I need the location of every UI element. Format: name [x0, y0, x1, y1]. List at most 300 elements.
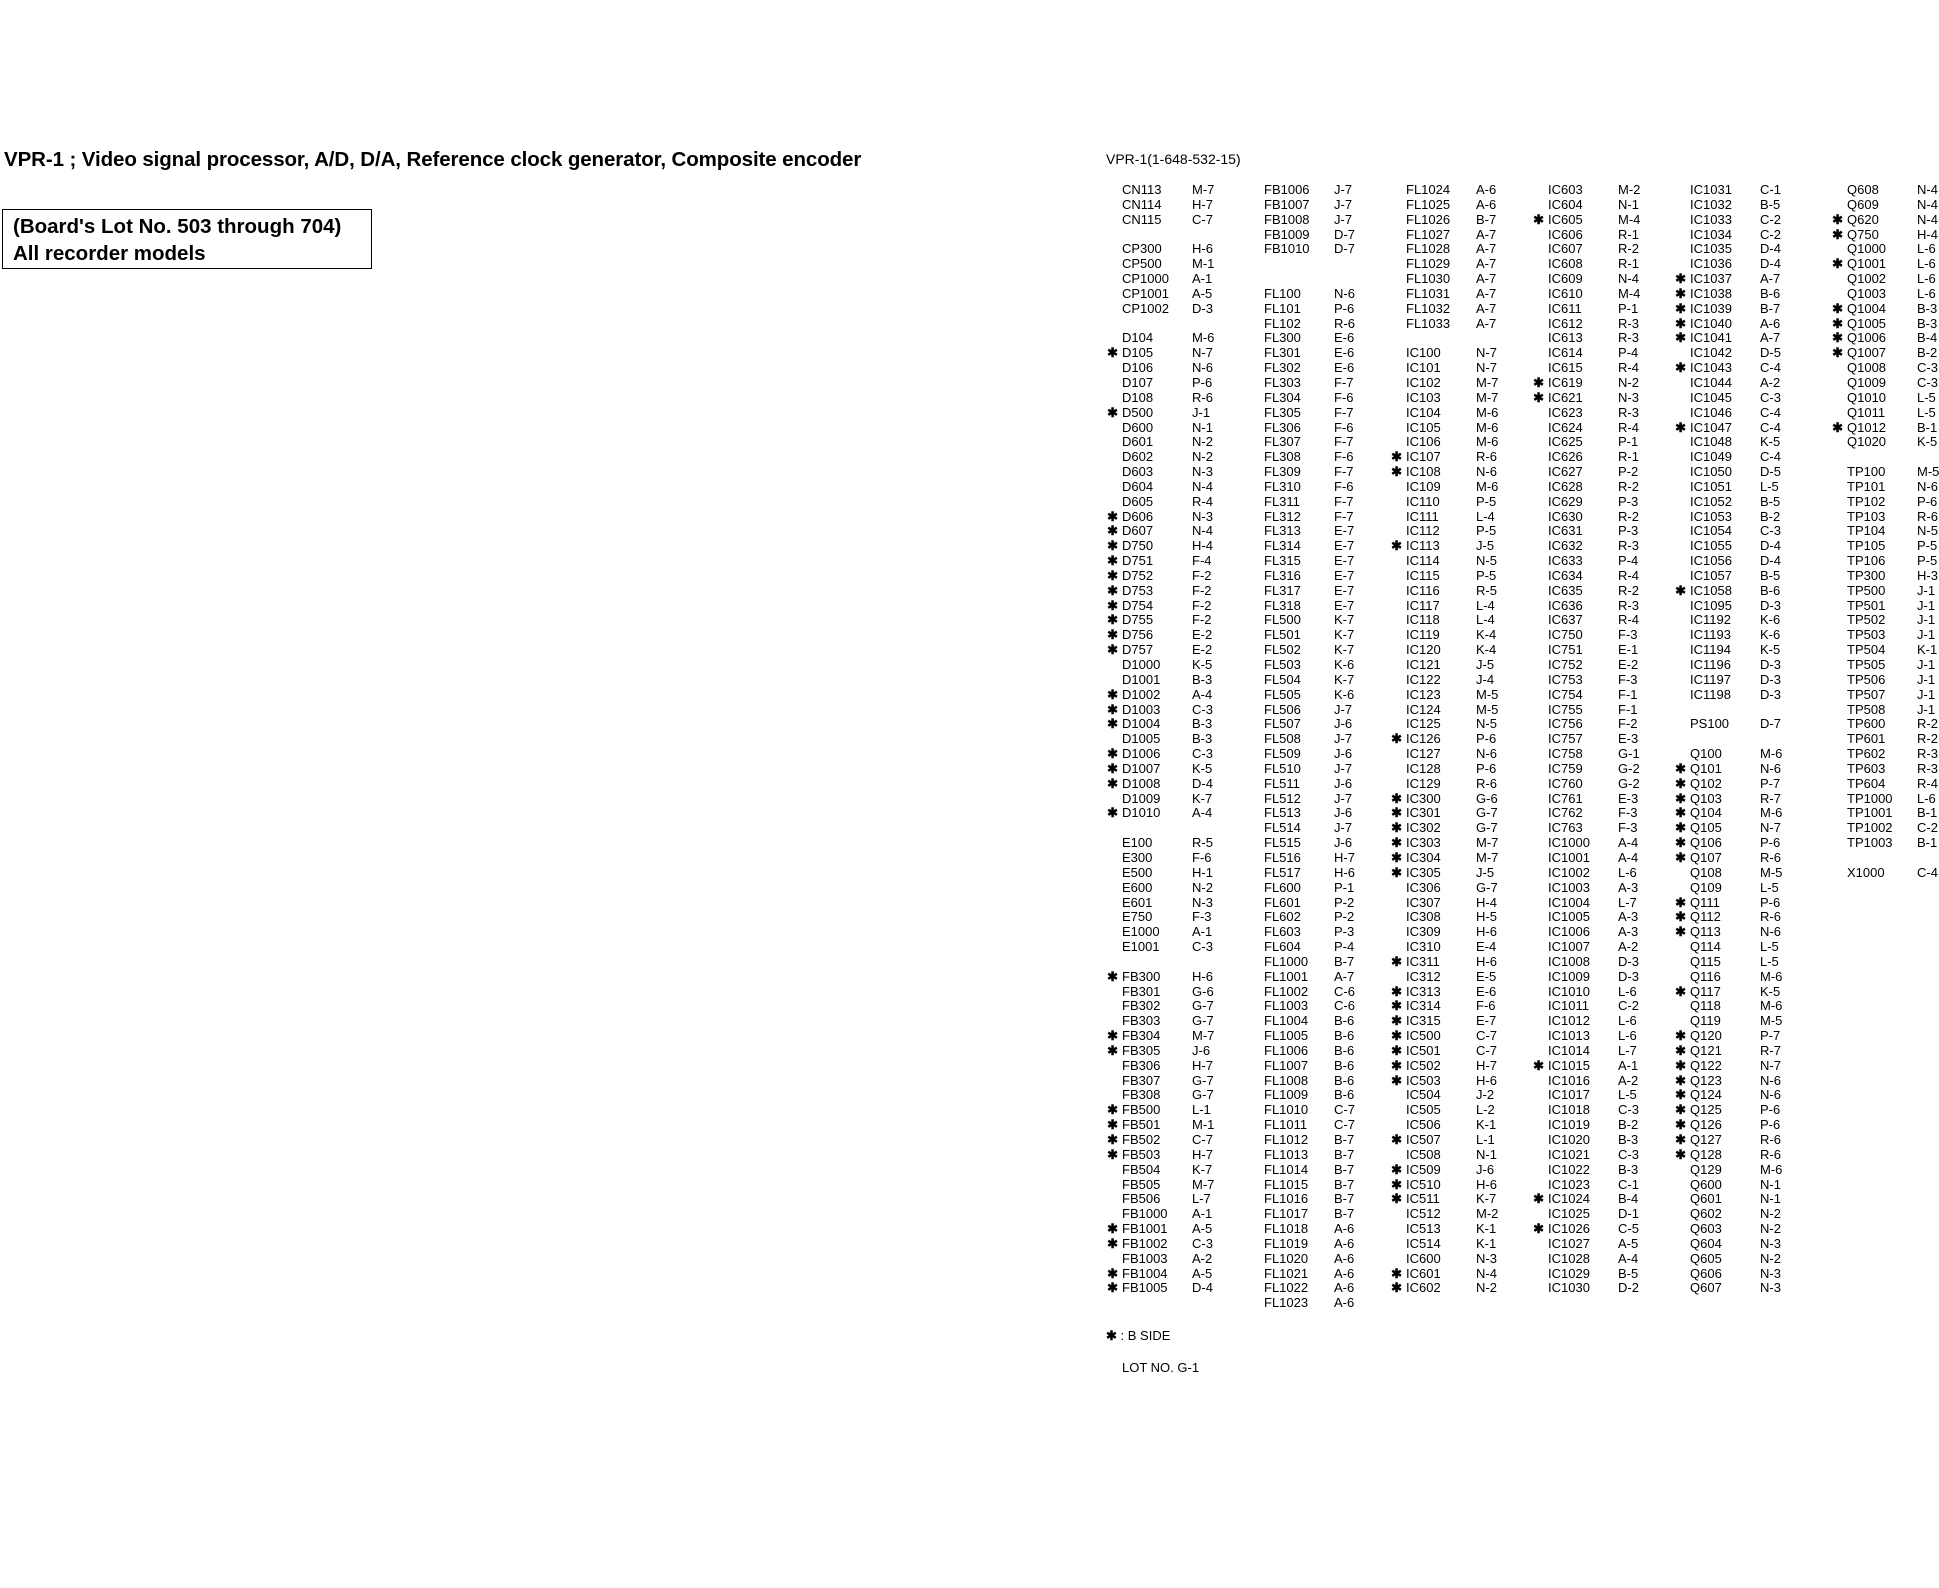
board-location: A-1	[1192, 924, 1213, 940]
board-location: L-4	[1476, 597, 1495, 613]
board-location: L-6	[1618, 864, 1637, 880]
board-location: B-3	[1192, 731, 1213, 747]
board-location: K-1	[1476, 1235, 1497, 1251]
ref-designator: D607	[1122, 523, 1154, 539]
board-location: H-5	[1476, 909, 1497, 925]
ref-designator: E300	[1122, 849, 1153, 865]
ref-designator: TP504	[1847, 642, 1886, 658]
ref-designator: FL302	[1264, 360, 1301, 376]
board-location: P-4	[1618, 345, 1639, 361]
board-location: F-6	[1192, 849, 1212, 865]
board-location: A-7	[1476, 315, 1497, 331]
ref-designator: IC509	[1406, 1161, 1441, 1177]
board-location: H-4	[1192, 538, 1213, 554]
ref-designator: FL1020	[1264, 1250, 1309, 1266]
ref-designator: Q121	[1690, 1042, 1722, 1058]
ref-designator: IC500	[1406, 1028, 1441, 1044]
board-location: K-6	[1760, 612, 1781, 628]
board-location: K-7	[1334, 627, 1355, 643]
ref-designator: IC122	[1406, 671, 1441, 687]
board-location: M-4	[1618, 285, 1641, 301]
board-location: P-6	[1760, 894, 1781, 910]
ref-designator: CN115	[1122, 211, 1162, 227]
ref-designator: FB1006	[1264, 182, 1310, 197]
board-location: P-6	[1760, 1102, 1781, 1118]
board-location: N-1	[1760, 1176, 1781, 1192]
board-location: H-7	[1476, 1057, 1497, 1073]
board-location: J-5	[1476, 864, 1495, 880]
board-location: P-3	[1334, 924, 1355, 940]
board-location: C-3	[1192, 746, 1213, 762]
board-location: P-1	[1618, 434, 1639, 450]
ref-designator: FB506	[1122, 1191, 1161, 1207]
board-location: L-6	[1917, 256, 1936, 272]
board-location: R-6	[1917, 508, 1938, 524]
board-location: B-7	[1334, 1191, 1355, 1207]
board-location: A-6	[1334, 1265, 1355, 1281]
ref-designator: Q604	[1690, 1235, 1722, 1251]
board-location: F-6	[1334, 389, 1354, 405]
ref-designator: FL312	[1264, 508, 1301, 524]
board-location: R-6	[1192, 389, 1213, 405]
board-location: D-7	[1334, 241, 1355, 257]
board-location: E-6	[1334, 330, 1355, 346]
b-side-star-icon: ✱	[1107, 523, 1118, 539]
board-location: A-4	[1618, 849, 1639, 865]
ref-designator: Q101	[1690, 760, 1722, 776]
ref-designator: IC1032	[1690, 196, 1732, 212]
board-location: R-3	[1618, 538, 1639, 554]
ref-designator: Q1000	[1847, 241, 1887, 257]
board-location: E-3	[1618, 790, 1639, 806]
ref-designator: IC305	[1406, 864, 1441, 880]
ref-designator: FL600	[1264, 879, 1301, 895]
board-location: E-7	[1334, 582, 1355, 598]
ref-designator: IC1045	[1690, 389, 1732, 405]
ref-designator: IC1034	[1690, 226, 1732, 242]
board-location: J-1	[1917, 657, 1936, 672]
board-location: K-7	[1192, 790, 1213, 806]
ref-designator: IC1037	[1690, 271, 1732, 287]
ref-designator: FL1009	[1264, 1087, 1309, 1103]
ref-designator: IC634	[1548, 567, 1583, 583]
ref-designator: FB305	[1122, 1042, 1161, 1058]
board-location: B-7	[1334, 1206, 1355, 1222]
ref-designator: D1003	[1122, 701, 1161, 717]
ref-designator: FL1005	[1264, 1028, 1309, 1044]
ref-designator: FB1007	[1264, 196, 1310, 212]
ref-designator: FL515	[1264, 835, 1301, 851]
board-location: F-7	[1334, 508, 1354, 524]
ref-designator: TP100	[1847, 464, 1886, 480]
board-location: G-7	[1192, 1013, 1214, 1029]
ref-designator: FL1004	[1264, 1013, 1309, 1029]
board-location: C-5	[1618, 1221, 1639, 1237]
ref-designator: Q750	[1847, 226, 1879, 242]
board-location: A-7	[1476, 226, 1497, 242]
ref-designator: IC637	[1548, 612, 1583, 628]
ref-designator: FL1014	[1264, 1161, 1309, 1177]
board-location: K-7	[1192, 1161, 1213, 1177]
ref-designator: IC753	[1548, 671, 1583, 687]
board-location: P-2	[1334, 909, 1355, 925]
board-location: D-4	[1760, 553, 1781, 569]
board-location: J-1	[1917, 701, 1936, 717]
board-location: N-3	[1618, 389, 1639, 405]
board-location: N-7	[1760, 820, 1781, 836]
board-location: E-7	[1334, 523, 1355, 539]
ref-designator: FL1010	[1264, 1102, 1309, 1118]
ref-designator: IC1055	[1690, 538, 1732, 554]
ref-designator: FL315	[1264, 553, 1301, 569]
board-location: E-2	[1192, 642, 1213, 658]
board-location: R-1	[1618, 256, 1639, 272]
board-location: M-6	[1476, 434, 1499, 450]
ref-designator: IC1025	[1548, 1206, 1590, 1222]
board-location: M-5	[1476, 701, 1499, 717]
board-location: C-3	[1618, 1102, 1639, 1118]
ref-designator: Q1007	[1847, 345, 1887, 361]
b-side-star-icon: ✱	[1832, 300, 1843, 316]
ref-designator: Q104	[1690, 805, 1722, 821]
ref-designator: IC118	[1406, 612, 1440, 628]
ref-designator: FL311	[1264, 493, 1300, 509]
board-location: A-7	[1476, 271, 1497, 287]
board-location: B-2	[1760, 508, 1781, 524]
b-side-star-icon: ✱	[1675, 1028, 1686, 1044]
ref-designator: PS100	[1690, 716, 1730, 732]
ref-designator: IC1053	[1690, 508, 1732, 524]
ref-designator: D753	[1122, 582, 1154, 598]
ref-designator: IC1057	[1690, 567, 1732, 583]
ref-designator: TP106	[1847, 553, 1886, 569]
b-side-star-icon: ✱	[1533, 1191, 1544, 1207]
ref-designator: Q112	[1690, 909, 1721, 925]
board-location: C-7	[1476, 1028, 1497, 1044]
board-location: H-6	[1476, 953, 1497, 969]
board-location: B-5	[1760, 493, 1781, 509]
b-side-star-icon: ✱	[1675, 300, 1686, 316]
b-side-star-icon: ✱	[1107, 746, 1118, 762]
board-location: C-3	[1192, 701, 1213, 717]
ref-designator: D500	[1122, 404, 1154, 420]
ref-designator: IC117	[1406, 597, 1440, 613]
board-location: R-6	[1760, 1146, 1781, 1162]
b-side-star-icon: ✱	[1675, 835, 1686, 851]
board-location: F-7	[1334, 464, 1354, 480]
board-location: N-4	[1917, 196, 1938, 212]
ref-designator: IC1019	[1548, 1117, 1590, 1133]
board-location: F-1	[1618, 686, 1638, 702]
ref-designator: IC752	[1548, 657, 1583, 672]
ref-designator: IC115	[1406, 567, 1440, 583]
board-location: P-4	[1334, 939, 1355, 955]
board-location: K-5	[1917, 434, 1938, 450]
board-location: J-7	[1334, 211, 1353, 227]
board-location: B-6	[1334, 1087, 1355, 1103]
ref-designator: IC750	[1548, 627, 1583, 643]
board-location: R-2	[1618, 241, 1639, 257]
ref-designator: Q1020	[1847, 434, 1887, 450]
ref-designator: IC124	[1406, 701, 1441, 717]
ref-designator: IC1049	[1690, 449, 1732, 465]
ref-designator: IC626	[1548, 449, 1583, 465]
board-location: K-7	[1476, 1191, 1497, 1207]
ref-designator: D603	[1122, 464, 1154, 480]
board-location: R-3	[1917, 746, 1938, 762]
ref-designator: IC609	[1548, 271, 1583, 287]
ref-designator: Q1005	[1847, 315, 1887, 331]
b-side-star-icon: ✱	[1107, 1028, 1118, 1044]
ref-designator: IC621	[1548, 389, 1583, 405]
ref-designator: IC112	[1406, 523, 1440, 539]
board-location: A-6	[1334, 1295, 1355, 1311]
ref-designator: IC606	[1548, 226, 1583, 242]
ref-designator: FL510	[1264, 760, 1301, 776]
ref-designator: TP104	[1847, 523, 1886, 539]
ref-designator: IC506	[1406, 1117, 1441, 1133]
ref-designator: IC625	[1548, 434, 1583, 450]
ref-designator: IC1036	[1690, 256, 1732, 272]
ref-designator: FL502	[1264, 642, 1301, 658]
ref-designator: FL1008	[1264, 1072, 1309, 1088]
board-location: F-3	[1618, 805, 1638, 821]
board-location: R-3	[1618, 330, 1639, 346]
board-location: E-1	[1618, 642, 1639, 658]
board-location: M-5	[1476, 686, 1499, 702]
b-side-star-icon: ✱	[1391, 1013, 1402, 1029]
ref-designator: FB1001	[1122, 1221, 1168, 1237]
ref-designator: FL512	[1264, 790, 1301, 806]
board-location: R-3	[1618, 315, 1639, 331]
ref-designator: IC121	[1406, 657, 1441, 672]
ref-designator: IC504	[1406, 1087, 1441, 1103]
board-location: B-7	[1334, 1176, 1355, 1192]
board-location: M-7	[1476, 849, 1499, 865]
ref-designator: FL1024	[1406, 182, 1451, 197]
board-location: J-6	[1334, 716, 1353, 732]
board-location: N-5	[1476, 716, 1497, 732]
ref-designator: Q115	[1690, 953, 1721, 969]
ref-designator: FL1022	[1264, 1280, 1309, 1296]
b-side-star-icon: ✱	[1107, 538, 1118, 554]
board-location: C-3	[1760, 389, 1781, 405]
board-location: N-2	[1192, 449, 1213, 465]
board-location: N-6	[1760, 1087, 1781, 1103]
board-location: B-3	[1192, 716, 1213, 732]
board-location: J-1	[1192, 404, 1211, 420]
ref-designator: IC1194	[1690, 642, 1731, 658]
board-location: B-6	[1334, 1013, 1355, 1029]
ref-designator: FB300	[1122, 968, 1161, 984]
board-location: K-7	[1334, 671, 1355, 687]
board-location: K-1	[1917, 642, 1938, 658]
b-side-star-icon: ✱	[1391, 953, 1402, 969]
ref-designator: IC1009	[1548, 968, 1590, 984]
board-location: R-3	[1618, 404, 1639, 420]
board-location: B-3	[1917, 315, 1938, 331]
board-location: C-3	[1192, 1235, 1213, 1251]
board-location: C-7	[1334, 1102, 1355, 1118]
ref-designator: IC1007	[1548, 939, 1590, 955]
ref-designator: FL313	[1264, 523, 1301, 539]
board-location: A-4	[1618, 835, 1639, 851]
b-side-star-icon: ✱	[1107, 968, 1118, 984]
ref-designator: IC1033	[1690, 211, 1732, 227]
board-location: C-6	[1334, 998, 1355, 1014]
ref-designator: TP602	[1847, 746, 1886, 762]
ref-designator: Q107	[1690, 849, 1722, 865]
ref-designator: E750	[1122, 909, 1153, 925]
ref-designator: IC1008	[1548, 953, 1590, 969]
ref-designator: IC754	[1548, 686, 1583, 702]
ref-designator: IC1028	[1548, 1250, 1590, 1266]
b-side-star-icon: ✱	[1675, 315, 1686, 331]
ref-designator: IC1021	[1548, 1146, 1590, 1162]
ref-designator: Q106	[1690, 835, 1722, 851]
ref-designator: FB301	[1122, 983, 1161, 999]
ref-designator: TP501	[1847, 597, 1886, 613]
board-location: E-6	[1334, 360, 1355, 376]
ref-designator: D757	[1122, 642, 1154, 658]
ref-designator: IC630	[1548, 508, 1583, 524]
board-location: N-2	[1476, 1280, 1497, 1296]
board-location: A-6	[1476, 182, 1497, 197]
b-side-star-icon: ✱	[1391, 1132, 1402, 1147]
ref-designator: Q117	[1690, 983, 1721, 999]
ref-designator: TP1000	[1847, 790, 1893, 806]
board-location: M-6	[1192, 330, 1215, 346]
ref-designator: FL304	[1264, 389, 1301, 405]
b-side-star-icon: ✱	[1391, 449, 1402, 465]
ref-designator: IC129	[1406, 775, 1441, 791]
board-location: L-1	[1476, 1132, 1495, 1147]
ref-designator: Q129	[1690, 1161, 1722, 1177]
ref-designator: IC1013	[1548, 1028, 1590, 1044]
board-location: F-3	[1192, 909, 1212, 925]
board-location: A-6	[1760, 315, 1781, 331]
ref-designator: IC308	[1406, 909, 1441, 925]
ref-designator: TP1002	[1847, 820, 1893, 836]
board-location: D-3	[1760, 686, 1781, 702]
b-side-star-icon: ✱	[1832, 419, 1843, 435]
ref-designator: Q114	[1690, 939, 1721, 955]
board-location: F-7	[1334, 493, 1354, 509]
board-location: C-3	[1760, 523, 1781, 539]
ref-designator: FL513	[1264, 805, 1301, 821]
page-title: VPR-1 ; Video signal processor, A/D, D/A, Reference clock generator, Composite encoder	[4, 148, 862, 171]
board-location: J-7	[1334, 760, 1353, 776]
board-location: G-7	[1476, 879, 1498, 895]
board-location: H-7	[1334, 849, 1355, 865]
board-location: A-4	[1192, 805, 1213, 821]
b-side-star-icon: ✱	[1107, 345, 1118, 361]
board-location: M-2	[1476, 1206, 1499, 1222]
board-location: H-6	[1192, 968, 1213, 984]
ref-designator: D106	[1122, 360, 1154, 376]
ref-designator: CN113	[1122, 182, 1162, 197]
board-location: D-3	[1618, 968, 1639, 984]
ref-designator: IC113	[1406, 538, 1440, 554]
board-location: J-7	[1334, 731, 1353, 747]
board-location: M-6	[1760, 805, 1783, 821]
b-side-star-icon: ✱	[1391, 864, 1402, 880]
board-location: J-6	[1334, 805, 1353, 821]
board-location: R-5	[1476, 582, 1497, 598]
board-location: E-4	[1476, 939, 1497, 955]
board-location: J-6	[1334, 775, 1353, 791]
ref-designator: Q1004	[1847, 300, 1887, 316]
ref-designator: E601	[1122, 894, 1153, 910]
ref-designator: Q111	[1690, 894, 1720, 910]
board-location: N-4	[1618, 271, 1639, 287]
b-side-legend	[1106, 1328, 1170, 1344]
b-side-star-icon: ✱	[1107, 1221, 1118, 1237]
b-side-star-icon: ✱	[1832, 315, 1843, 331]
ref-designator: FL1000	[1264, 953, 1309, 969]
ref-designator: D601	[1122, 434, 1154, 450]
ref-designator: IC613	[1548, 330, 1583, 346]
board-location: L-6	[1618, 1028, 1637, 1044]
board-location: E-7	[1476, 1013, 1497, 1029]
ref-designator: IC1039	[1690, 300, 1732, 316]
board-location: J-6	[1192, 1042, 1211, 1058]
board-location: G-6	[1192, 983, 1214, 999]
board-location: K-5	[1192, 760, 1213, 776]
board-location: N-5	[1476, 553, 1497, 569]
board-location: A-6	[1334, 1250, 1355, 1266]
board-location: L-4	[1476, 612, 1495, 628]
ref-designator: IC102	[1406, 374, 1441, 390]
b-side-star-icon: ✱	[1533, 1221, 1544, 1237]
board-location: C-2	[1917, 820, 1938, 836]
ref-designator: FB1000	[1122, 1206, 1168, 1222]
ref-designator: Q605	[1690, 1250, 1722, 1266]
ref-designator: FL1028	[1406, 241, 1451, 257]
board-location: D-7	[1760, 716, 1781, 732]
ref-designator: IC306	[1406, 879, 1441, 895]
board-location: A-1	[1192, 271, 1213, 287]
board-location: A-2	[1618, 939, 1639, 955]
board-location: B-7	[1334, 953, 1355, 969]
ref-designator: E1001	[1122, 939, 1160, 955]
ref-designator: IC1004	[1548, 894, 1590, 910]
ref-designator: D1007	[1122, 760, 1161, 776]
b-side-star-icon: ✱	[1832, 211, 1843, 227]
board-location: R-6	[1760, 849, 1781, 865]
board-location: H-4	[1917, 226, 1938, 242]
ref-designator: FL1007	[1264, 1057, 1309, 1073]
board-location: M-6	[1476, 404, 1499, 420]
board-location: F-6	[1334, 419, 1354, 435]
ref-designator: IC1006	[1548, 924, 1590, 940]
board-location: J-4	[1476, 671, 1495, 687]
ref-designator: IC759	[1548, 760, 1583, 776]
ref-designator: Q1012	[1847, 419, 1887, 435]
board-location: C-2	[1760, 226, 1781, 242]
b-side-star-icon: ✱	[1675, 1072, 1686, 1088]
board-location: N-1	[1192, 419, 1213, 435]
board-location: N-1	[1476, 1146, 1497, 1162]
ref-designator: IC1003	[1548, 879, 1590, 895]
ref-designator: IC1192	[1690, 612, 1731, 628]
ref-designator: FB1008	[1264, 211, 1310, 227]
board-location: H-4	[1476, 894, 1497, 910]
ref-designator: IC1197	[1690, 671, 1731, 687]
board-location: F-3	[1618, 627, 1638, 643]
b-side-star-icon: ✱	[1533, 389, 1544, 405]
board-location: F-3	[1618, 671, 1638, 687]
